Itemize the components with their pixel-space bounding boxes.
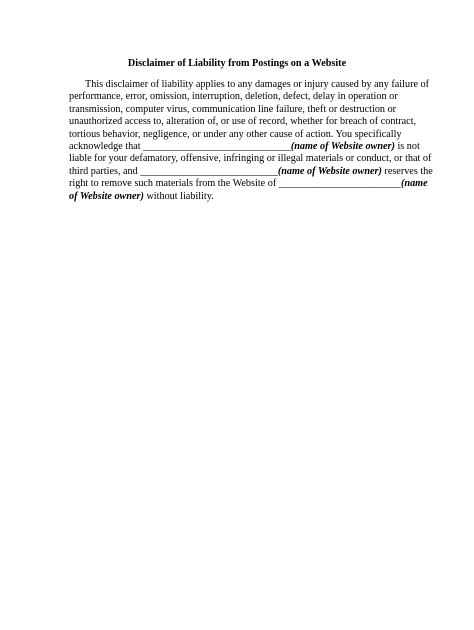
fill-in-blank: ________________________ [278,178,402,190]
body-line: tortious behavior, negligence, or under any other cause of action. You specifically [69,128,402,140]
body-line: performance, error, omission, interruption, deletion, defect, delay in operation or [69,91,398,103]
placeholder-name-of-website-owner: of Website owner) [69,190,144,202]
body-line [69,165,433,178]
placeholder-name-of-website-owner: (name of Website owner) [277,165,382,177]
line-text: third parties, and [69,165,141,177]
fill-in-blank: _____________________________ [143,140,291,152]
placeholder-name-of-website-owner: (name [401,178,428,190]
body-line [69,178,428,190]
placeholder-name-of-website-owner: (name of Website owner) [290,140,395,152]
line-text: reserves the [381,165,433,177]
body-line: liable for your defamatory, offensive, infringing or illegal materials or conduct, or that of [69,153,432,165]
disclaimer-body [69,79,433,203]
body-line: transmission, computer virus, communication line failure, theft or destruction or [69,103,397,115]
line-text: right to remove such materials from the Website of [69,178,279,190]
body-line [69,140,420,153]
document-title: Disclaimer of Liability from Postings on a Website [127,58,347,69]
line-text: is not [394,140,420,152]
line-text: acknowledge that [69,140,144,152]
body-line: This disclaimer of liability applies to any damages or injury caused by any failure of [85,79,430,90]
body-line: unauthorized access to, alteration of, or use of record, whether for breach of contract, [69,116,417,128]
body-line [69,191,414,203]
fill-in-blank: ___________________________ [140,165,278,177]
line-text: without liability. [143,190,214,202]
